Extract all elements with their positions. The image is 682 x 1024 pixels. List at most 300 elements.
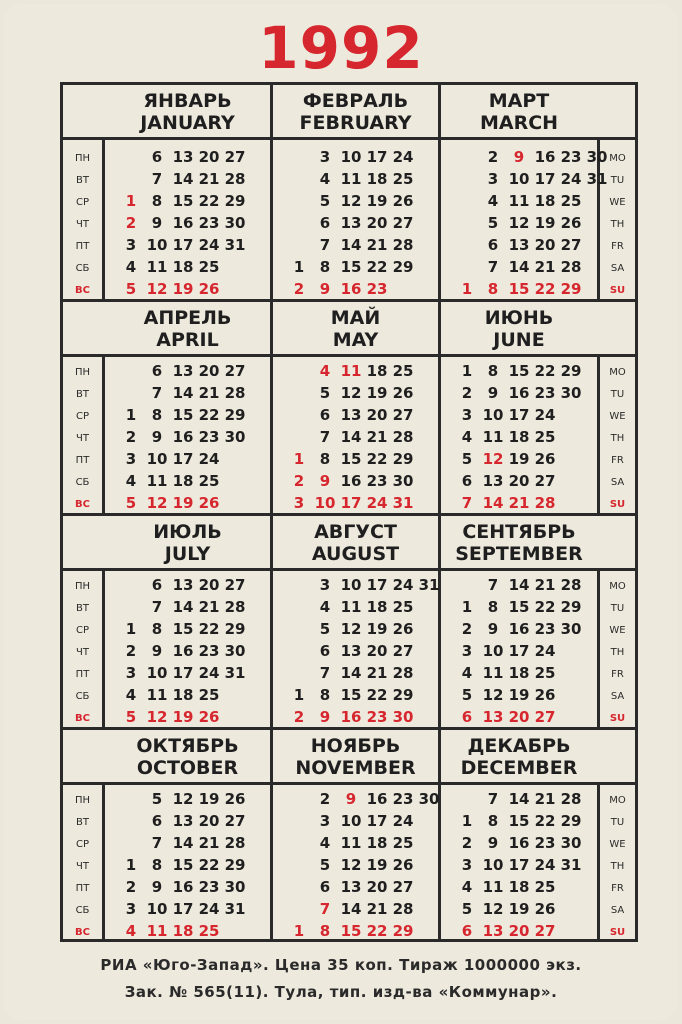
calendar-day: 9 bbox=[345, 790, 357, 808]
weekday-label-ru: ВС bbox=[75, 927, 90, 938]
weekday-label-en: MO bbox=[609, 581, 626, 592]
calendar-day: 11 bbox=[482, 878, 504, 896]
weekday-label-en: FR bbox=[611, 883, 624, 894]
month-name-ru: ИЮЛЬ bbox=[153, 521, 222, 543]
month-name-ru: ДЕКАБРЬ bbox=[467, 735, 571, 757]
month-name-ru: АВГУСТ bbox=[314, 521, 397, 543]
month-block bbox=[441, 516, 597, 727]
calendar-day: 14 bbox=[340, 664, 362, 682]
calendar-day: 16 bbox=[534, 148, 556, 166]
weekday-label-ru: СБ bbox=[75, 691, 90, 702]
calendar-day: 6 bbox=[319, 878, 331, 896]
calendar-day: 29 bbox=[560, 362, 582, 380]
calendar-day: 13 bbox=[508, 236, 530, 254]
calendar-day: 20 bbox=[366, 214, 388, 232]
calendar-day: 26 bbox=[224, 790, 246, 808]
calendar-day: 19 bbox=[198, 790, 220, 808]
calendar-day: 13 bbox=[172, 576, 194, 594]
calendar-day: 14 bbox=[508, 790, 530, 808]
calendar-day: 21 bbox=[198, 170, 220, 188]
calendar-day: 12 bbox=[146, 708, 168, 726]
calendar-day: 15 bbox=[508, 598, 530, 616]
weekday-label-en: FR bbox=[611, 455, 624, 466]
weekday-label-en: FR bbox=[611, 669, 624, 680]
calendar-day: 1 bbox=[293, 258, 305, 276]
calendar-day: 19 bbox=[508, 450, 530, 468]
calendar-day: 6 bbox=[461, 922, 473, 940]
weekday-label-ru: СР bbox=[75, 411, 89, 422]
weekday-label-ru: СР bbox=[75, 625, 89, 636]
weekday-label-ru: СР bbox=[75, 839, 89, 850]
weekday-label-ru: ВС bbox=[75, 713, 90, 724]
calendar-day: 10 bbox=[482, 642, 504, 660]
calendar-day: 13 bbox=[482, 922, 504, 940]
calendar-day: 7 bbox=[151, 170, 163, 188]
calendar-day: 13 bbox=[482, 472, 504, 490]
calendar-day: 22 bbox=[366, 686, 388, 704]
calendar-day: 15 bbox=[340, 922, 362, 940]
calendar-day: 19 bbox=[534, 214, 556, 232]
month-name-ru: НОЯБРЬ bbox=[310, 735, 401, 757]
weekday-column-ru bbox=[63, 568, 105, 727]
calendar-day: 17 bbox=[366, 812, 388, 830]
calendar-day: 20 bbox=[198, 812, 220, 830]
calendar-day: 10 bbox=[482, 406, 504, 424]
calendar-day: 18 bbox=[366, 598, 388, 616]
month-block bbox=[441, 302, 597, 513]
calendar-day: 18 bbox=[534, 192, 556, 210]
calendar-day: 28 bbox=[560, 790, 582, 808]
calendar-day: 15 bbox=[508, 362, 530, 380]
calendar-day: 13 bbox=[340, 214, 362, 232]
calendar-day: 28 bbox=[392, 428, 414, 446]
weekday-label-ru: ПТ bbox=[75, 455, 90, 466]
calendar-day: 22 bbox=[534, 280, 556, 298]
calendar-day: 29 bbox=[224, 856, 246, 874]
calendar-day: 12 bbox=[172, 790, 194, 808]
calendar-day: 3 bbox=[487, 170, 499, 188]
weekday-label-en: TU bbox=[610, 389, 625, 400]
calendar-day: 16 bbox=[340, 280, 362, 298]
calendar-day: 18 bbox=[366, 362, 388, 380]
calendar-day: 4 bbox=[125, 472, 137, 490]
calendar-day: 22 bbox=[366, 450, 388, 468]
calendar-day: 21 bbox=[198, 384, 220, 402]
calendar-day: 20 bbox=[508, 708, 530, 726]
calendar-day: 4 bbox=[461, 878, 473, 896]
quarter-block bbox=[63, 513, 635, 727]
calendar-day: 14 bbox=[172, 384, 194, 402]
calendar-day: 20 bbox=[198, 148, 220, 166]
month-header bbox=[441, 302, 597, 357]
calendar-day: 28 bbox=[392, 900, 414, 918]
calendar-day: 26 bbox=[198, 280, 220, 298]
calendar-day: 8 bbox=[151, 406, 163, 424]
calendar-day: 15 bbox=[340, 450, 362, 468]
calendar-day: 22 bbox=[198, 620, 220, 638]
weekday-label-ru: ЧТ bbox=[76, 647, 89, 658]
calendar-day: 22 bbox=[366, 258, 388, 276]
calendar-day: 25 bbox=[392, 598, 414, 616]
calendar-day: 22 bbox=[198, 406, 220, 424]
calendar-day: 17 bbox=[172, 450, 194, 468]
calendar-day: 7 bbox=[151, 598, 163, 616]
month-header bbox=[273, 302, 438, 357]
calendar-day: 18 bbox=[172, 258, 194, 276]
calendar-day: 6 bbox=[151, 812, 163, 830]
calendar-day: 9 bbox=[513, 148, 525, 166]
calendar-day: 5 bbox=[319, 620, 331, 638]
weekday-label-ru: ВТ bbox=[76, 603, 89, 614]
month-header bbox=[105, 302, 270, 357]
calendar-day: 21 bbox=[198, 598, 220, 616]
calendar-day: 27 bbox=[392, 406, 414, 424]
month-block bbox=[105, 516, 273, 727]
calendar-day: 26 bbox=[534, 450, 556, 468]
calendar-day: 3 bbox=[319, 576, 331, 594]
calendar-day: 16 bbox=[340, 708, 362, 726]
calendar-day: 22 bbox=[198, 192, 220, 210]
calendar-day: 10 bbox=[314, 494, 336, 512]
calendar-day: 26 bbox=[534, 900, 556, 918]
calendar-day: 2 bbox=[293, 708, 305, 726]
calendar-day: 10 bbox=[146, 664, 168, 682]
calendar-day: 6 bbox=[319, 642, 331, 660]
month-name-ru: ФЕВРАЛЬ bbox=[302, 90, 409, 112]
calendar-day: 30 bbox=[392, 708, 414, 726]
calendar-day: 14 bbox=[508, 576, 530, 594]
calendar-day: 21 bbox=[534, 576, 556, 594]
calendar-day: 30 bbox=[418, 790, 440, 808]
calendar-day: 18 bbox=[508, 664, 530, 682]
calendar-day: 3 bbox=[125, 900, 137, 918]
calendar-day: 14 bbox=[172, 834, 194, 852]
calendar-day: 3 bbox=[293, 494, 305, 512]
weekday-label-en: TU bbox=[610, 817, 625, 828]
calendar-day: 2 bbox=[461, 834, 473, 852]
calendar-day: 14 bbox=[340, 236, 362, 254]
calendar-day: 3 bbox=[125, 236, 137, 254]
month-block bbox=[273, 85, 441, 299]
footer-line-2: Зак. № 565(11). Тула, тип. изд-ва «Коммунар». bbox=[124, 983, 558, 1001]
calendar-day: 27 bbox=[392, 642, 414, 660]
calendar-day: 31 bbox=[224, 664, 246, 682]
calendar-day: 6 bbox=[151, 148, 163, 166]
calendar-day: 10 bbox=[340, 576, 362, 594]
calendar-day: 9 bbox=[151, 428, 163, 446]
calendar-day: 16 bbox=[366, 790, 388, 808]
calendar-day: 26 bbox=[560, 214, 582, 232]
calendar-day: 8 bbox=[487, 280, 499, 298]
footer-line-1: РИА «Юго-Запад». Цена 35 коп. Тираж 1000000 экз. bbox=[100, 956, 582, 974]
calendar-day: 1 bbox=[293, 686, 305, 704]
calendar-day: 4 bbox=[487, 192, 499, 210]
calendar-day: 23 bbox=[560, 148, 582, 166]
calendar-day: 12 bbox=[482, 450, 504, 468]
calendar-day: 10 bbox=[340, 812, 362, 830]
weekday-label-en: FR bbox=[611, 241, 624, 252]
weekday-label-ru: ПН bbox=[74, 367, 91, 378]
calendar-day: 14 bbox=[172, 598, 194, 616]
calendar-day: 16 bbox=[172, 878, 194, 896]
weekday-label-ru: ПН bbox=[74, 153, 91, 164]
month-name-en: SEPTEMBER bbox=[455, 543, 583, 565]
calendar-day: 21 bbox=[534, 258, 556, 276]
calendar-day: 4 bbox=[319, 170, 331, 188]
calendar-day: 27 bbox=[560, 236, 582, 254]
weekday-label-en: MO bbox=[609, 795, 626, 806]
calendar-day: 30 bbox=[224, 642, 246, 660]
calendar-day: 1 bbox=[461, 812, 473, 830]
month-header bbox=[273, 730, 438, 785]
calendar-day: 6 bbox=[487, 236, 499, 254]
weekday-label-en: TU bbox=[610, 603, 625, 614]
calendar-day: 4 bbox=[461, 428, 473, 446]
calendar-day: 6 bbox=[319, 406, 331, 424]
calendar-day: 7 bbox=[151, 384, 163, 402]
weekday-column-en bbox=[597, 568, 635, 727]
calendar-day: 20 bbox=[366, 878, 388, 896]
weekday-label-en: SU bbox=[609, 927, 626, 938]
calendar-day: 13 bbox=[172, 148, 194, 166]
weekday-label-en: SA bbox=[610, 905, 625, 916]
calendar-day: 31 bbox=[224, 236, 246, 254]
calendar-day: 16 bbox=[340, 472, 362, 490]
calendar-day: 4 bbox=[125, 258, 137, 276]
month-block bbox=[441, 730, 597, 941]
calendar-day: 6 bbox=[319, 214, 331, 232]
calendar-day: 22 bbox=[534, 598, 556, 616]
weekday-label-en: SU bbox=[609, 713, 626, 724]
weekday-label-en: SU bbox=[609, 499, 626, 510]
calendar-day: 26 bbox=[534, 686, 556, 704]
calendar-day: 11 bbox=[508, 192, 530, 210]
calendar-day: 1 bbox=[125, 856, 137, 874]
calendar-day: 1 bbox=[461, 362, 473, 380]
calendar-day: 16 bbox=[508, 834, 530, 852]
month-header bbox=[273, 516, 438, 571]
month-name-en: APRIL bbox=[156, 329, 219, 351]
calendar-day: 24 bbox=[560, 170, 582, 188]
weekday-label-ru: ПТ bbox=[75, 241, 90, 252]
calendar-day: 5 bbox=[319, 856, 331, 874]
calendar-day: 9 bbox=[487, 834, 499, 852]
quarter-block bbox=[63, 299, 635, 513]
month-name-en: DECEMBER bbox=[460, 757, 578, 779]
calendar-day: 24 bbox=[198, 236, 220, 254]
calendar-day: 29 bbox=[224, 620, 246, 638]
calendar-day: 24 bbox=[366, 494, 388, 512]
calendar-day: 22 bbox=[366, 922, 388, 940]
weekday-label-en: WE bbox=[609, 197, 626, 208]
calendar-day: 19 bbox=[366, 384, 388, 402]
calendar-day: 4 bbox=[319, 362, 331, 380]
weekday-label-ru: СР bbox=[75, 197, 89, 208]
weekday-label-en: TH bbox=[610, 861, 625, 872]
calendar-day: 28 bbox=[224, 598, 246, 616]
calendar-day: 5 bbox=[319, 384, 331, 402]
calendar-day: 30 bbox=[560, 834, 582, 852]
calendar-day: 25 bbox=[534, 428, 556, 446]
weekday-label-ru: ЧТ bbox=[76, 433, 89, 444]
calendar-day: 7 bbox=[487, 576, 499, 594]
calendar-day: 2 bbox=[293, 472, 305, 490]
calendar-day: 29 bbox=[392, 686, 414, 704]
weekday-label-ru: ВТ bbox=[76, 817, 89, 828]
calendar-day: 29 bbox=[560, 280, 582, 298]
month-name-ru: ИЮНЬ bbox=[484, 307, 554, 329]
calendar-day: 31 bbox=[560, 856, 582, 874]
month-name-en: FEBRUARY bbox=[299, 112, 412, 134]
year-title: 1992 bbox=[258, 14, 424, 82]
calendar-day: 29 bbox=[392, 922, 414, 940]
calendar-day: 1 bbox=[461, 598, 473, 616]
calendar-day: 27 bbox=[534, 922, 556, 940]
weekday-label-en: WE bbox=[609, 839, 626, 850]
calendar-day: 24 bbox=[392, 812, 414, 830]
month-header bbox=[441, 516, 597, 571]
calendar-day: 6 bbox=[151, 576, 163, 594]
calendar-day: 8 bbox=[319, 450, 331, 468]
weekday-label-en: MO bbox=[609, 153, 626, 164]
calendar-day: 11 bbox=[146, 686, 168, 704]
calendar-day: 16 bbox=[172, 642, 194, 660]
calendar-day: 13 bbox=[340, 642, 362, 660]
month-name-ru: АПРЕЛЬ bbox=[143, 307, 232, 329]
calendar-day: 6 bbox=[151, 362, 163, 380]
calendar-day: 17 bbox=[172, 900, 194, 918]
calendar-day: 24 bbox=[534, 642, 556, 660]
calendar-day: 23 bbox=[366, 280, 388, 298]
calendar-day: 15 bbox=[508, 280, 530, 298]
weekday-column-ru bbox=[63, 137, 105, 299]
calendar-day: 21 bbox=[366, 428, 388, 446]
calendar-day: 13 bbox=[340, 878, 362, 896]
month-name-ru: ЯНВАРЬ bbox=[143, 90, 232, 112]
calendar-day: 18 bbox=[366, 170, 388, 188]
calendar-day: 5 bbox=[125, 280, 137, 298]
calendar-day: 5 bbox=[461, 686, 473, 704]
calendar-day: 20 bbox=[508, 922, 530, 940]
calendar-day: 3 bbox=[461, 856, 473, 874]
calendar-day: 5 bbox=[319, 192, 331, 210]
calendar-day: 8 bbox=[319, 258, 331, 276]
calendar-day: 15 bbox=[172, 406, 194, 424]
calendar-day: 31 bbox=[224, 900, 246, 918]
calendar-day: 12 bbox=[340, 620, 362, 638]
calendar-day: 23 bbox=[198, 878, 220, 896]
calendar-day: 29 bbox=[224, 406, 246, 424]
weekday-label-ru: ВС bbox=[75, 285, 90, 296]
calendar-day: 23 bbox=[198, 428, 220, 446]
calendar-day: 10 bbox=[146, 450, 168, 468]
calendar-day: 15 bbox=[340, 258, 362, 276]
calendar-day: 1 bbox=[293, 922, 305, 940]
weekday-label-en: WE bbox=[609, 411, 626, 422]
weekday-column-ru bbox=[63, 354, 105, 513]
calendar-day: 28 bbox=[224, 834, 246, 852]
calendar-day: 12 bbox=[340, 384, 362, 402]
calendar-day: 15 bbox=[172, 620, 194, 638]
calendar-day: 29 bbox=[224, 192, 246, 210]
calendar-day: 28 bbox=[534, 494, 556, 512]
calendar-day: 22 bbox=[534, 812, 556, 830]
calendar-day: 1 bbox=[293, 450, 305, 468]
calendar-day: 2 bbox=[487, 148, 499, 166]
weekday-label-en: SA bbox=[610, 477, 625, 488]
calendar-day: 12 bbox=[340, 192, 362, 210]
calendar-day: 25 bbox=[560, 192, 582, 210]
calendar-day: 24 bbox=[198, 664, 220, 682]
calendar-day: 8 bbox=[319, 922, 331, 940]
calendar-day: 31 bbox=[586, 170, 608, 188]
calendar-day: 21 bbox=[508, 494, 530, 512]
calendar-day: 26 bbox=[392, 192, 414, 210]
calendar-day: 19 bbox=[366, 192, 388, 210]
weekday-label-en: SU bbox=[609, 285, 626, 296]
calendar-day: 18 bbox=[172, 686, 194, 704]
calendar-day: 11 bbox=[340, 598, 362, 616]
calendar-day: 15 bbox=[508, 812, 530, 830]
calendar-day: 17 bbox=[534, 170, 556, 188]
calendar-day: 17 bbox=[172, 664, 194, 682]
calendar-day: 25 bbox=[198, 258, 220, 276]
month-header bbox=[105, 85, 270, 140]
calendar-day: 14 bbox=[508, 258, 530, 276]
calendar-day: 7 bbox=[487, 258, 499, 276]
calendar-day: 16 bbox=[172, 428, 194, 446]
calendar-day: 27 bbox=[224, 148, 246, 166]
month-name-ru: МАРТ bbox=[488, 90, 550, 112]
calendar-day: 20 bbox=[366, 642, 388, 660]
calendar-day: 11 bbox=[482, 428, 504, 446]
calendar-day: 19 bbox=[172, 494, 194, 512]
calendar-day: 14 bbox=[172, 170, 194, 188]
calendar-day: 24 bbox=[534, 856, 556, 874]
calendar-day: 13 bbox=[172, 812, 194, 830]
calendar-day: 14 bbox=[340, 428, 362, 446]
calendar-day: 20 bbox=[198, 576, 220, 594]
calendar-day: 30 bbox=[224, 214, 246, 232]
calendar-day: 21 bbox=[366, 664, 388, 682]
weekday-label-en: TH bbox=[610, 219, 625, 230]
calendar-day: 8 bbox=[151, 856, 163, 874]
calendar-day: 31 bbox=[392, 494, 414, 512]
calendar-day: 13 bbox=[172, 362, 194, 380]
calendar-day: 10 bbox=[482, 856, 504, 874]
weekday-label-ru: ПН bbox=[74, 795, 91, 806]
calendar-day: 27 bbox=[224, 812, 246, 830]
month-name-en: AUGUST bbox=[311, 543, 400, 565]
calendar-day: 1 bbox=[125, 406, 137, 424]
month-name-ru: МАЙ bbox=[330, 307, 381, 329]
month-name-en: JUNE bbox=[493, 329, 545, 351]
calendar-day: 4 bbox=[125, 922, 137, 940]
calendar-day: 11 bbox=[146, 922, 168, 940]
calendar-day: 28 bbox=[392, 664, 414, 682]
calendar-day: 28 bbox=[224, 170, 246, 188]
month-block bbox=[105, 85, 273, 299]
calendar-day: 2 bbox=[319, 790, 331, 808]
calendar-day: 22 bbox=[198, 856, 220, 874]
calendar-day: 17 bbox=[366, 148, 388, 166]
calendar-day: 29 bbox=[560, 812, 582, 830]
weekday-label-en: WE bbox=[609, 625, 626, 636]
weekday-label-ru: ЧТ bbox=[76, 219, 89, 230]
month-header bbox=[441, 730, 597, 785]
calendar-day: 28 bbox=[224, 384, 246, 402]
calendar-day: 26 bbox=[392, 856, 414, 874]
